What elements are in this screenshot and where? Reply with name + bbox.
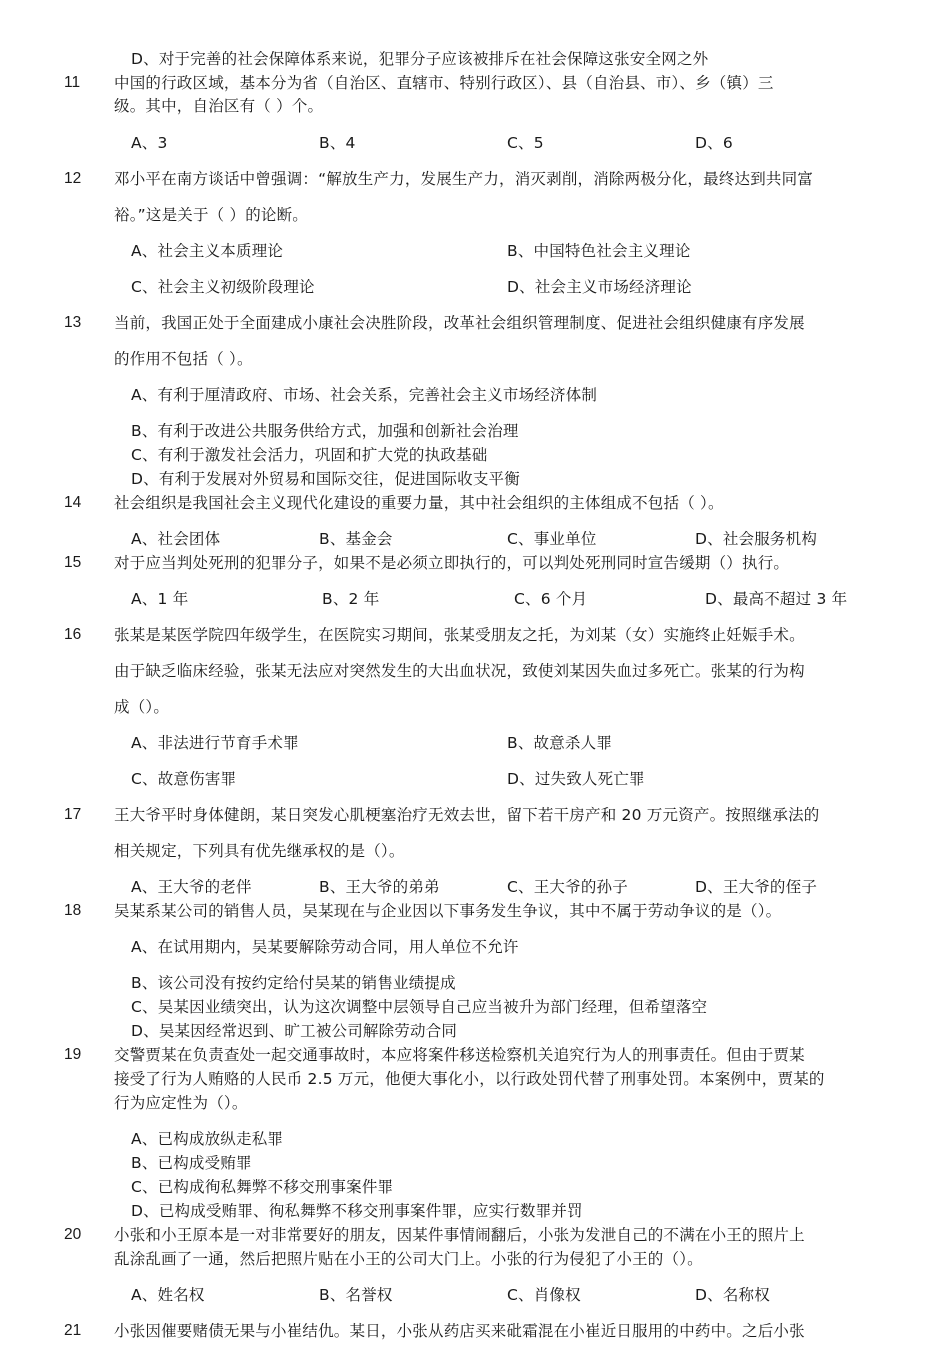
q11-option-d: D、6 — [695, 134, 733, 152]
q21-number: 21 — [64, 1322, 82, 1339]
q13-stem-line1: 当前，我国正处于全面建成小康社会决胜阶段，改革社会组织管理制度、促进社会组织健康有序发展 — [114, 314, 805, 332]
q14-option-a: A、社会团体 — [131, 530, 221, 548]
q19-option-d: D、已构成受贿罪、徇私舞弊不移交刑事案件罪，应实行数罪并罚 — [131, 1202, 583, 1220]
q13-number: 13 — [64, 314, 82, 331]
q15-option-a: A、1 年 — [131, 590, 189, 608]
q12-option-c: C、社会主义初级阶段理论 — [131, 278, 315, 296]
q11-stem-line2: 级。其中，自治区有（ ）个。 — [114, 97, 324, 115]
q18-option-c: C、吴某因业绩突出，认为这次调整中层领导自己应当被升为部门经理，但希望落空 — [131, 998, 708, 1016]
q18-number: 18 — [64, 902, 82, 919]
q12-option-b: B、中国特色社会主义理论 — [507, 242, 691, 260]
q15-number: 15 — [64, 554, 82, 571]
q16-number: 16 — [64, 626, 82, 643]
q19-option-c: C、已构成徇私舞弊不移交刑事案件罪 — [131, 1178, 394, 1196]
q20-stem-line2: 乱涂乱画了一通，然后把照片贴在小王的公司大门上。小张的行为侵犯了小王的（）。 — [114, 1250, 703, 1268]
q11-option-c: C、5 — [507, 134, 544, 152]
q12-option-a: A、社会主义本质理论 — [131, 242, 284, 260]
q17-number: 17 — [64, 806, 82, 823]
q13-option-d: D、有利于发展对外贸易和国际交往，促进国际收支平衡 — [131, 470, 520, 488]
q18-option-d: D、吴某因经常迟到、旷工被公司解除劳动合同 — [131, 1022, 458, 1040]
q20-option-c: C、肖像权 — [507, 1286, 581, 1304]
q15-stem-line1: 对于应当判处死刑的犯罪分子，如果不是必须立即执行的，可以判处死刑同时宣告缓期（）执行。 — [114, 554, 790, 572]
q19-option-b: B、已构成受贿罪 — [131, 1154, 252, 1172]
q20-option-a: A、姓名权 — [131, 1286, 205, 1304]
q13-option-a: A、有利于厘清政府、市场、社会关系，完善社会主义市场经济体制 — [131, 386, 598, 404]
q16-stem-line3: 成（）。 — [114, 698, 170, 716]
q16-option-c: C、故意伤害罪 — [131, 770, 237, 788]
q18-option-a: A、在试用期内，吴某要解除劳动合同，用人单位不允许 — [131, 938, 519, 956]
q11-stem-line1: 中国的行政区域，基本分为省（自治区、直辖市、特别行政区）、县（自治县、市）、乡（镇）三 — [114, 74, 774, 92]
q20-option-b: B、名誉权 — [319, 1286, 393, 1304]
q18-option-b: B、该公司没有按约定给付吴某的销售业绩提成 — [131, 974, 456, 992]
q13-option-c: C、有利于激发社会活力，巩固和扩大党的执政基础 — [131, 446, 488, 464]
q12-number: 12 — [64, 170, 82, 187]
q19-option-a: A、已构成放纵走私罪 — [131, 1130, 284, 1148]
q20-stem-line1: 小张和小王原本是一对非常要好的朋友，因某件事情闹翻后，小张为发泄自己的不满在小王的照片上 — [114, 1226, 805, 1244]
q17-option-d: D、王大爷的侄子 — [695, 878, 818, 896]
q11-number: 11 — [64, 74, 81, 91]
q12-option-d: D、社会主义市场经济理论 — [507, 278, 692, 296]
q15-option-b: B、2 年 — [322, 590, 380, 608]
q21-stem-line1: 小张因催要赌债无果与小崔结仇。某日，小张从药店买来砒霜混在小崔近日服用的中药中。之后小张 — [114, 1322, 805, 1340]
q18-stem-line1: 吴某系某公司的销售人员，吴某现在与企业因以下事务发生争议，其中不属于劳动争议的是（）。 — [114, 902, 782, 920]
q17-stem-line1: 王大爷平时身体健朗，某日突发心肌梗塞治疗无效去世，留下若干房产和 20 万元资产。按照继承法的 — [114, 806, 820, 824]
q17-option-a: A、王大爷的老伴 — [131, 878, 252, 896]
q19-stem-line3: 行为应定性为（）。 — [114, 1094, 248, 1112]
q15-option-c: C、6 个月 — [514, 590, 588, 608]
q17-stem-line2: 相关规定，下列具有优先继承权的是（）。 — [114, 842, 405, 860]
q11-option-a: A、3 — [131, 134, 168, 152]
q12-stem-line2: 裕。”这是关于（ ）的论断。 — [114, 206, 309, 224]
q17-option-c: C、王大爷的孙子 — [507, 878, 628, 896]
q11-option-b: B、4 — [319, 134, 356, 152]
q16-option-a: A、非法进行节育手术罪 — [131, 734, 299, 752]
q15-option-d: D、最高不超过 3 年 — [705, 590, 848, 608]
q14-option-c: C、事业单位 — [507, 530, 597, 548]
q14-option-b: B、基金会 — [319, 530, 393, 548]
q14-number: 14 — [64, 494, 82, 511]
q20-option-d: D、名称权 — [695, 1286, 770, 1304]
q16-stem-line1: 张某是某医学院四年级学生，在医院实习期间，张某受朋友之托，为刘某（女）实施终止妊娠手术。 — [114, 626, 805, 644]
q14-stem-line1: 社会组织是我国社会主义现代化建设的重要力量，其中社会组织的主体组成不包括（ ）。 — [114, 494, 724, 512]
q19-number: 19 — [64, 1046, 82, 1063]
q17-option-b: B、王大爷的弟弟 — [319, 878, 440, 896]
q20-number: 20 — [64, 1226, 82, 1243]
q10-option-d: D、对于完善的社会保障体系来说，犯罪分子应该被排斥在社会保障这张安全网之外 — [131, 50, 709, 68]
q13-option-b: B、有利于改进公共服务供给方式，加强和创新社会治理 — [131, 422, 519, 440]
q16-option-b: B、故意杀人罪 — [507, 734, 613, 752]
q13-stem-line2: 的作用不包括（ ）。 — [114, 350, 253, 368]
q16-stem-line2: 由于缺乏临床经验，张某无法应对突然发生的大出血状况，致使刘某因失血过多死亡。张某的行为构 — [114, 662, 805, 680]
q16-option-d: D、过失致人死亡罪 — [507, 770, 645, 788]
q14-option-d: D、社会服务机构 — [695, 530, 818, 548]
q12-stem-line1: 邓小平在南方谈话中曾强调：“解放生产力，发展生产力，消灭剥削，消除两极分化，最终达到共同富 — [114, 170, 814, 188]
q19-stem-line1: 交警贾某在负责查处一起交通事故时，本应将案件移送检察机关追究行为人的刑事责任。但由于贾某 — [114, 1046, 805, 1064]
q19-stem-line2: 接受了行为人贿赂的人民币 2.5 万元，他便大事化小，以行政处罚代替了刑事处罚。本案例中，贾某的 — [114, 1070, 825, 1088]
